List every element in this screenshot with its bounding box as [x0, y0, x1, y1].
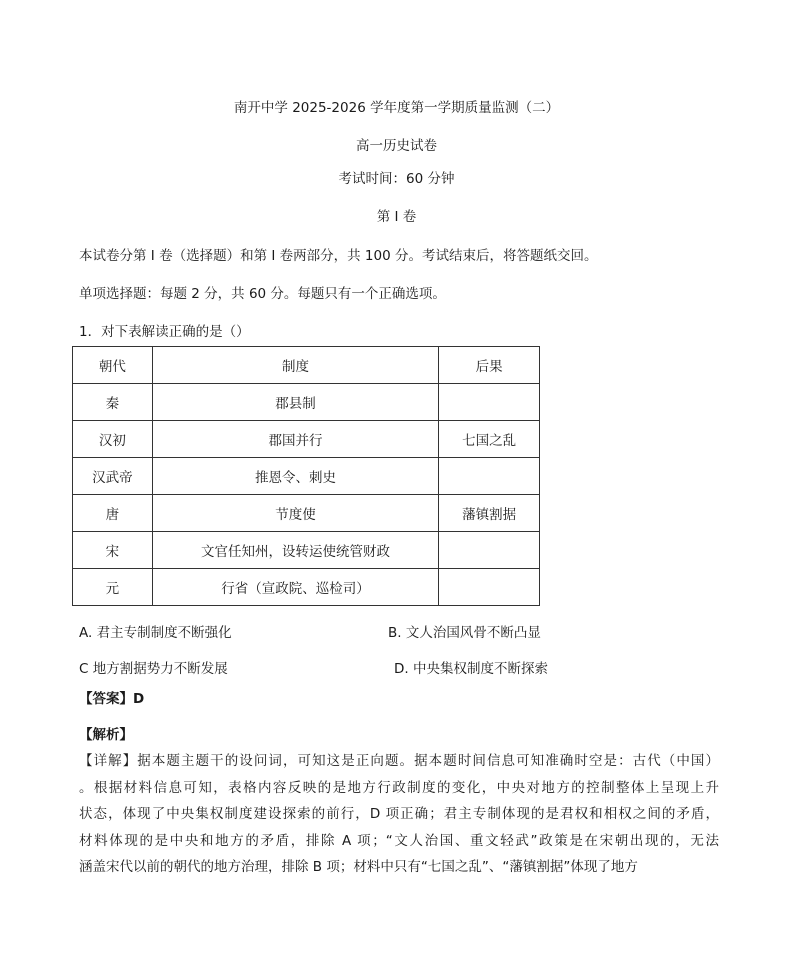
table-cell: 汉初	[73, 421, 153, 458]
table-row	[73, 384, 540, 421]
table-cell: 推恩令、刺史	[152, 458, 438, 495]
option-c: C 地方割据势力不断发展	[79, 661, 228, 677]
dynasty-table	[72, 346, 540, 606]
analysis-line: 。根据材料信息可知，表格内容反映的是地方行政制度的变化，中央对地方的控制整体上呈现上升	[79, 779, 719, 796]
answer-line: 【答案】D	[79, 691, 145, 707]
table-row	[73, 569, 540, 606]
table-cell: 汉武帝	[73, 458, 153, 495]
analysis-line: 【详解】据本题主题干的设问词，可知这是正向题。据本题时间信息可知准确时空是：古代（中国）	[79, 753, 719, 769]
header-cell-system: 制度	[152, 347, 438, 384]
question-stem: 1．对下表解读正确的是（）	[79, 324, 250, 340]
analysis-line: 材料体现的是中央和地方的矛盾，排除 A 项；“文人治国、重文轻武”政策是在宋朝出现的，无法	[79, 832, 719, 849]
table-cell	[439, 384, 540, 421]
exam-subject: 高一历史试卷	[356, 138, 437, 154]
table-cell: 唐	[73, 495, 153, 532]
table-cell	[439, 569, 540, 606]
header-cell-dynasty: 朝代	[73, 347, 153, 384]
exam-title: 南开中学 2025-2026 学年度第一学期质量监测（二）	[233, 100, 560, 116]
table-row	[73, 532, 540, 569]
table-row	[73, 495, 540, 532]
table-cell	[439, 532, 540, 569]
volume-heading: 第 I 卷	[376, 209, 417, 225]
analysis-detail	[79, 748, 719, 881]
option-b: B. 文人治国风骨不断凸显	[388, 625, 541, 641]
table-cell	[439, 458, 540, 495]
table-cell: 七国之乱	[439, 421, 540, 458]
intro-paragraph: 本试卷分第 I 卷（选择题）和第 I 卷两部分，共 100 分。考试结束后，将答题纸交回。	[79, 248, 598, 264]
option-d: D. 中央集权制度不断探索	[394, 661, 548, 677]
table-cell: 藩镇割据	[439, 495, 540, 532]
table-row	[73, 458, 540, 495]
table-cell: 秦	[73, 384, 153, 421]
option-a: A. 君主专制制度不断强化	[79, 625, 232, 641]
table-cell: 元	[73, 569, 153, 606]
table-cell: 节度使	[152, 495, 438, 532]
table-cell: 行省（宣政院、巡检司）	[152, 569, 438, 606]
analysis-label: 【解析】	[79, 727, 133, 743]
exam-time: 考试时间：60 分钟	[338, 171, 455, 187]
instruction-paragraph: 单项选择题：每题 2 分，共 60 分。每题只有一个正确选项。	[79, 286, 446, 302]
table-cell: 郡县制	[152, 384, 438, 421]
header-cell-result: 后果	[439, 347, 540, 384]
analysis-line: 状态，体现了中央集权制度建设探索的前行，D 项正确；君主专制体现的是君权和相权之间的矛盾，	[79, 806, 719, 822]
table-header-row	[73, 347, 540, 384]
table-cell: 宋	[73, 532, 153, 569]
table-cell: 文官任知州，设转运使统管财政	[152, 532, 438, 569]
analysis-line: 涵盖宋代以前的朝代的地方治理，排除 B 项；材料中只有“七国之乱”、“藩镇割据”体现了地方	[79, 859, 638, 875]
table-row	[73, 421, 540, 458]
table-cell: 郡国并行	[152, 421, 438, 458]
